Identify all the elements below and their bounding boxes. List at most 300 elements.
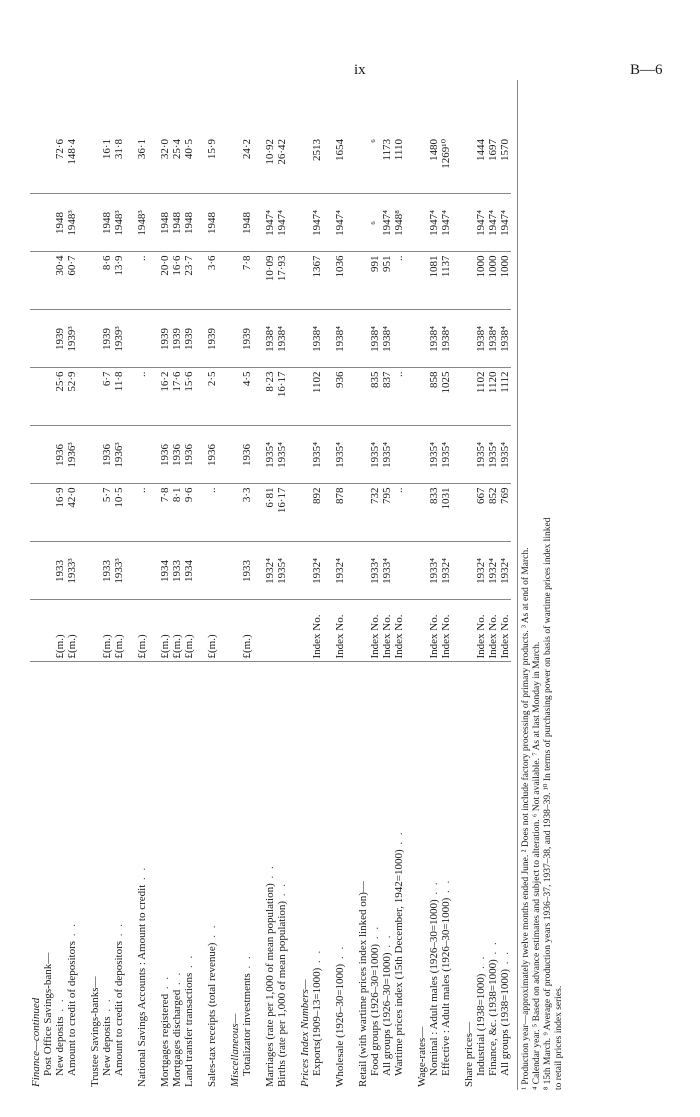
row-label bbox=[334, 662, 346, 1090]
spacer-cell bbox=[405, 662, 416, 1090]
year-cell bbox=[357, 426, 369, 484]
year-cell bbox=[405, 194, 416, 252]
value-cell: 31·8 bbox=[113, 136, 125, 194]
year-cell bbox=[136, 310, 148, 368]
section-code: B—6 bbox=[630, 62, 663, 78]
row-label-text: Totalizator investments bbox=[241, 973, 253, 1076]
unit-cell bbox=[229, 600, 241, 662]
year-cell: 1936³ bbox=[66, 426, 78, 484]
row-label-text: Sales-tax receipts (total revenue) bbox=[206, 942, 218, 1087]
value-cell bbox=[253, 252, 264, 310]
footnote-line: ⁴ Calendar year. ⁵ Based on advance estimates and subject to alteration. ⁶ Not available. ⁷ As at last Monday in March. bbox=[532, 641, 542, 1090]
section-heading-row bbox=[299, 136, 311, 1090]
year-cell: 1947⁴ bbox=[499, 194, 511, 252]
year-cell bbox=[42, 542, 54, 600]
value-cell: 16·9 bbox=[54, 484, 66, 542]
year-cell: 1933⁴ bbox=[369, 542, 381, 600]
value-cell bbox=[148, 484, 159, 542]
table-row bbox=[113, 136, 125, 1090]
year-cell bbox=[323, 542, 334, 600]
year-cell bbox=[195, 194, 206, 252]
year-cell: 1948 bbox=[159, 194, 171, 252]
value-cell bbox=[125, 368, 136, 426]
year-cell bbox=[416, 194, 428, 252]
value-cell: 991 bbox=[369, 252, 381, 310]
subheading: Retail (with wartime prices index linked on)— bbox=[357, 881, 369, 1087]
value-cell: 8·6 bbox=[101, 252, 113, 310]
unit-cell: £(m.) bbox=[171, 600, 183, 662]
year-cell: 1935⁴ bbox=[264, 426, 276, 484]
year-cell: 1948 bbox=[206, 194, 218, 252]
value-cell: 1025 bbox=[440, 368, 452, 426]
spacer-cell bbox=[452, 662, 463, 1090]
year-cell: 1932⁴ bbox=[499, 542, 511, 600]
value-cell bbox=[30, 368, 42, 426]
unit-cell bbox=[264, 600, 276, 662]
table-row bbox=[264, 136, 276, 1090]
value-cell: 8·1 bbox=[171, 484, 183, 542]
row-label-text: Nominal : Adult males (1926–30=1000) bbox=[428, 899, 440, 1076]
spacer-cell bbox=[346, 662, 357, 1090]
year-cell: 1935⁴ bbox=[428, 426, 440, 484]
value-cell: 17·93 bbox=[276, 252, 288, 310]
value-cell: 2513 bbox=[311, 136, 323, 194]
value-cell: 1444 bbox=[475, 136, 487, 194]
table-row bbox=[66, 136, 78, 1090]
year-cell bbox=[30, 426, 42, 484]
year-cell: 1934 bbox=[159, 542, 171, 600]
year-cell: 1947⁴ bbox=[487, 194, 499, 252]
value-cell bbox=[253, 484, 264, 542]
value-cell bbox=[416, 484, 428, 542]
year-cell: 1938⁴ bbox=[311, 310, 323, 368]
value-cell: 1367 bbox=[311, 252, 323, 310]
year-cell bbox=[288, 194, 299, 252]
unit-cell: Index No. bbox=[440, 600, 452, 662]
table-row bbox=[241, 136, 253, 1090]
row-label bbox=[487, 662, 499, 1090]
subheading: Trustee Savings-banks— bbox=[89, 976, 101, 1087]
value-cell: 1102 bbox=[311, 368, 323, 426]
year-cell bbox=[416, 426, 428, 484]
leader-dots: . . bbox=[499, 949, 511, 969]
footnote-line: ¹ Production year—approximately twelve months ended June. ² Does not include factory processing of primary products. ³ As at end of March. bbox=[521, 547, 531, 1090]
value-cell: 1697 bbox=[487, 136, 499, 194]
value-cell: 7·8 bbox=[159, 484, 171, 542]
value-cell: 667 bbox=[475, 484, 487, 542]
value-cell bbox=[416, 252, 428, 310]
year-cell: 1939 bbox=[183, 310, 195, 368]
value-cell: 1000 bbox=[475, 252, 487, 310]
value-cell bbox=[416, 136, 428, 194]
year-cell bbox=[323, 426, 334, 484]
year-cell bbox=[393, 426, 405, 484]
year-cell bbox=[195, 542, 206, 600]
row-label-text: All groups (1938=1000) bbox=[499, 968, 511, 1076]
year-cell: 1938⁴ bbox=[440, 310, 452, 368]
row-label bbox=[499, 662, 511, 1090]
value-cell bbox=[463, 252, 475, 310]
year-cell: 1933³ bbox=[66, 542, 78, 600]
year-cell: 1933 bbox=[101, 542, 113, 600]
subheading: Post Office Savings-bank— bbox=[42, 952, 54, 1076]
value-cell bbox=[299, 484, 311, 542]
year-cell: 1936 bbox=[241, 426, 253, 484]
year-cell bbox=[253, 310, 264, 368]
year-cell bbox=[89, 426, 101, 484]
value-cell: 60·7 bbox=[66, 252, 78, 310]
year-cell: 1939 bbox=[171, 310, 183, 368]
value-cell bbox=[405, 484, 416, 542]
value-cell: 1137 bbox=[440, 252, 452, 310]
value-cell: .. bbox=[206, 484, 218, 542]
value-cell: 858 bbox=[428, 368, 440, 426]
value-cell bbox=[78, 136, 89, 194]
year-cell bbox=[405, 542, 416, 600]
value-cell: 795 bbox=[381, 484, 393, 542]
spacer-cell bbox=[148, 662, 159, 1090]
year-cell bbox=[30, 542, 42, 600]
year-cell bbox=[452, 194, 463, 252]
subheading-row bbox=[89, 136, 101, 1090]
row-label bbox=[381, 662, 393, 1090]
value-cell: 10·09 bbox=[264, 252, 276, 310]
value-cell bbox=[357, 136, 369, 194]
year-cell: 1948 bbox=[101, 194, 113, 252]
year-cell bbox=[229, 194, 241, 252]
spacer-row bbox=[125, 136, 136, 1090]
table-row bbox=[499, 136, 511, 1090]
table-row bbox=[183, 136, 195, 1090]
value-cell: 4·5 bbox=[241, 368, 253, 426]
footnote-line: to retail prices index series. bbox=[554, 985, 564, 1090]
year-cell: 1947⁴ bbox=[334, 194, 346, 252]
value-cell: .. bbox=[393, 484, 405, 542]
spacer-row bbox=[346, 136, 357, 1090]
value-cell: 6·7 bbox=[101, 368, 113, 426]
leader-dots: . . bbox=[66, 921, 78, 941]
value-cell: .. bbox=[136, 484, 148, 542]
leader-dots: . . bbox=[393, 830, 405, 850]
year-cell bbox=[288, 310, 299, 368]
spacer-cell bbox=[288, 662, 299, 1090]
year-cell bbox=[288, 542, 299, 600]
value-cell bbox=[357, 368, 369, 426]
unit-cell bbox=[218, 600, 229, 662]
unit-cell: Index No. bbox=[487, 600, 499, 662]
value-cell: 835 bbox=[369, 368, 381, 426]
year-cell: 1947⁴ bbox=[440, 194, 452, 252]
spacer-row bbox=[195, 136, 206, 1090]
year-cell: 1936 bbox=[101, 426, 113, 484]
year-cell: 1947⁴ bbox=[475, 194, 487, 252]
value-cell: 13·9 bbox=[113, 252, 125, 310]
year-cell bbox=[346, 542, 357, 600]
year-cell bbox=[452, 426, 463, 484]
spacer-cell bbox=[253, 662, 264, 1090]
spacer-row bbox=[148, 136, 159, 1090]
value-cell bbox=[288, 368, 299, 426]
row-label bbox=[264, 662, 276, 1090]
value-cell bbox=[323, 368, 334, 426]
year-cell: 1947⁴ bbox=[381, 194, 393, 252]
year-cell bbox=[195, 426, 206, 484]
year-cell: 1948 bbox=[183, 194, 195, 252]
year-cell: 1933 bbox=[54, 542, 66, 600]
unit-cell: £(m.) bbox=[54, 600, 66, 662]
value-cell bbox=[299, 368, 311, 426]
value-cell bbox=[78, 368, 89, 426]
year-cell bbox=[405, 310, 416, 368]
table-row bbox=[428, 136, 440, 1090]
year-cell: 1935⁴ bbox=[311, 426, 323, 484]
year-cell: 1932⁴ bbox=[334, 542, 346, 600]
row-label bbox=[241, 662, 253, 1090]
row-label bbox=[276, 662, 288, 1090]
year-cell: 1938⁴ bbox=[499, 310, 511, 368]
row-label-text: Effective : Adult males (1926–30=1000) bbox=[440, 897, 452, 1076]
spacer-row bbox=[253, 136, 264, 1090]
value-cell bbox=[405, 136, 416, 194]
value-cell bbox=[30, 136, 42, 194]
value-cell bbox=[452, 368, 463, 426]
leader-dots: . . bbox=[440, 878, 452, 898]
table-row bbox=[369, 136, 381, 1090]
value-cell bbox=[299, 252, 311, 310]
value-cell: 2·5 bbox=[206, 368, 218, 426]
page-number: ix bbox=[354, 62, 366, 78]
value-cell: 951 bbox=[381, 252, 393, 310]
value-cell: 42·0 bbox=[66, 484, 78, 542]
year-cell bbox=[393, 310, 405, 368]
value-cell: 1031 bbox=[440, 484, 452, 542]
value-cell: 17·6 bbox=[171, 368, 183, 426]
spacer-cell bbox=[78, 662, 89, 1090]
year-cell bbox=[253, 426, 264, 484]
value-cell: ⁶ bbox=[369, 136, 381, 194]
year-cell: 1935⁴ bbox=[369, 426, 381, 484]
year-cell: 1938⁴ bbox=[487, 310, 499, 368]
unit-cell: £(m.) bbox=[159, 600, 171, 662]
year-cell bbox=[195, 310, 206, 368]
unit-cell: £(m.) bbox=[136, 600, 148, 662]
year-cell: 1938⁴ bbox=[264, 310, 276, 368]
year-cell bbox=[346, 310, 357, 368]
year-cell: 1933 bbox=[171, 542, 183, 600]
row-label-text: Industrial (1938=1000) bbox=[475, 973, 487, 1076]
row-label-text: Amount to credit of depositors bbox=[113, 940, 125, 1076]
year-cell: 1935⁴ bbox=[276, 542, 288, 600]
value-cell: 36·1 bbox=[136, 136, 148, 194]
value-cell: 25·6 bbox=[54, 368, 66, 426]
year-cell: 1938⁴ bbox=[334, 310, 346, 368]
value-cell bbox=[346, 252, 357, 310]
year-cell bbox=[148, 310, 159, 368]
value-cell bbox=[148, 136, 159, 194]
row-label-text: New deposits bbox=[101, 1016, 113, 1076]
row-label bbox=[159, 662, 171, 1090]
value-cell bbox=[218, 484, 229, 542]
value-cell: 26·42 bbox=[276, 136, 288, 194]
value-cell: 15·9 bbox=[206, 136, 218, 194]
section-heading-row bbox=[30, 136, 42, 1090]
table-row bbox=[311, 136, 323, 1090]
row-label bbox=[101, 662, 113, 1090]
value-cell: .. bbox=[393, 368, 405, 426]
unit-cell bbox=[416, 600, 428, 662]
row-label-text: New deposits bbox=[54, 1016, 66, 1076]
value-cell bbox=[416, 368, 428, 426]
year-cell bbox=[346, 194, 357, 252]
row-label-text: Wartime prices index (15th December, 1942=1000) bbox=[393, 849, 405, 1076]
year-cell: 1939 bbox=[241, 310, 253, 368]
value-cell: 10·92 bbox=[264, 136, 276, 194]
year-cell: 1939 bbox=[206, 310, 218, 368]
year-cell bbox=[357, 542, 369, 600]
value-cell bbox=[125, 484, 136, 542]
value-cell bbox=[218, 136, 229, 194]
year-cell bbox=[463, 426, 475, 484]
year-cell bbox=[148, 426, 159, 484]
year-cell bbox=[299, 542, 311, 600]
year-cell bbox=[89, 542, 101, 600]
value-cell bbox=[30, 252, 42, 310]
value-cell bbox=[452, 484, 463, 542]
value-cell bbox=[218, 368, 229, 426]
section-heading-row bbox=[229, 136, 241, 1090]
row-label bbox=[206, 662, 218, 1090]
year-cell: 1939³ bbox=[113, 310, 125, 368]
value-cell: 769 bbox=[499, 484, 511, 542]
row-label-text: Amount to credit of depositors bbox=[66, 940, 78, 1076]
unit-cell bbox=[195, 600, 206, 662]
value-cell bbox=[89, 484, 101, 542]
row-label-text: Land transfer transactions bbox=[183, 972, 195, 1087]
year-cell bbox=[357, 194, 369, 252]
value-cell: 16·17 bbox=[276, 368, 288, 426]
leader-dots: . . bbox=[334, 944, 346, 964]
year-cell: 1948⁸ bbox=[393, 194, 405, 252]
footnotes bbox=[517, 80, 565, 1090]
subheading: Wage-rates— bbox=[416, 1026, 428, 1087]
value-cell: .. bbox=[393, 252, 405, 310]
value-cell: 9·6 bbox=[183, 484, 195, 542]
value-cell: 1102 bbox=[475, 368, 487, 426]
year-cell bbox=[125, 194, 136, 252]
value-cell bbox=[195, 484, 206, 542]
spacer-cell bbox=[218, 662, 229, 1090]
subheading: Share prices— bbox=[463, 1021, 475, 1087]
row-label bbox=[54, 662, 66, 1090]
row-label bbox=[428, 662, 440, 1090]
year-cell bbox=[299, 426, 311, 484]
value-cell: 10·5 bbox=[113, 484, 125, 542]
row-label-text: Births (rate per 1,000 of mean population) bbox=[276, 900, 288, 1087]
value-cell: 23·7 bbox=[183, 252, 195, 310]
year-cell bbox=[452, 542, 463, 600]
year-cell: 1939 bbox=[101, 310, 113, 368]
value-cell bbox=[323, 136, 334, 194]
year-cell: 1935⁴ bbox=[381, 426, 393, 484]
value-cell bbox=[229, 484, 241, 542]
leader-dots: . . bbox=[241, 954, 253, 974]
year-cell bbox=[78, 426, 89, 484]
value-cell: 1654 bbox=[334, 136, 346, 194]
year-cell bbox=[206, 542, 218, 600]
table-row bbox=[171, 136, 183, 1090]
year-cell: 1948 bbox=[241, 194, 253, 252]
value-cell bbox=[89, 252, 101, 310]
year-cell: 1947⁴ bbox=[428, 194, 440, 252]
value-cell bbox=[357, 484, 369, 542]
year-cell bbox=[136, 542, 148, 600]
year-cell: 1936 bbox=[159, 426, 171, 484]
year-cell bbox=[30, 310, 42, 368]
table-row bbox=[475, 136, 487, 1090]
table-row bbox=[54, 136, 66, 1090]
value-cell: 40·5 bbox=[183, 136, 195, 194]
value-cell bbox=[30, 484, 42, 542]
row-label bbox=[113, 662, 125, 1090]
year-cell bbox=[30, 194, 42, 252]
year-cell: 1933 bbox=[241, 542, 253, 600]
unit-cell: Index No. bbox=[334, 600, 346, 662]
unit-cell: Index No. bbox=[369, 600, 381, 662]
spacer-row bbox=[405, 136, 416, 1090]
year-cell bbox=[253, 542, 264, 600]
year-cell bbox=[416, 310, 428, 368]
value-cell bbox=[405, 368, 416, 426]
unit-cell: Index No. bbox=[475, 600, 487, 662]
row-label-text: Food groups (1926–30=1000) bbox=[369, 943, 381, 1076]
year-cell bbox=[218, 194, 229, 252]
year-cell bbox=[323, 310, 334, 368]
leader-dots: . . bbox=[113, 921, 125, 941]
year-cell: ⁶ bbox=[369, 194, 381, 252]
value-cell bbox=[288, 136, 299, 194]
year-cell bbox=[463, 310, 475, 368]
value-cell: 892 bbox=[311, 484, 323, 542]
value-cell: 8·23 bbox=[264, 368, 276, 426]
row-label-text: Mortgages discharged bbox=[171, 989, 183, 1087]
leader-dots: . . bbox=[101, 997, 113, 1017]
year-cell bbox=[452, 310, 463, 368]
unit-cell: Index No. bbox=[381, 600, 393, 662]
value-cell bbox=[229, 252, 241, 310]
year-cell: 1948 bbox=[54, 194, 66, 252]
unit-cell bbox=[463, 600, 475, 662]
year-cell: 1938⁴ bbox=[369, 310, 381, 368]
value-cell: 3·6 bbox=[206, 252, 218, 310]
value-cell bbox=[346, 368, 357, 426]
value-cell: 1000 bbox=[499, 252, 511, 310]
year-cell bbox=[393, 542, 405, 600]
year-cell: 1935⁴ bbox=[499, 426, 511, 484]
table-row bbox=[101, 136, 113, 1090]
year-cell: 1936 bbox=[183, 426, 195, 484]
leader-dots: . . bbox=[136, 865, 148, 885]
unit-cell bbox=[299, 600, 311, 662]
year-cell: 1933⁴ bbox=[381, 542, 393, 600]
leader-dots: . . bbox=[428, 880, 440, 900]
value-cell: 1173 bbox=[381, 136, 393, 194]
year-cell bbox=[229, 310, 241, 368]
year-cell: 1936 bbox=[54, 426, 66, 484]
table-row bbox=[334, 136, 346, 1090]
value-cell: 52·9 bbox=[66, 368, 78, 426]
table-row bbox=[206, 136, 218, 1090]
table-row bbox=[276, 136, 288, 1090]
